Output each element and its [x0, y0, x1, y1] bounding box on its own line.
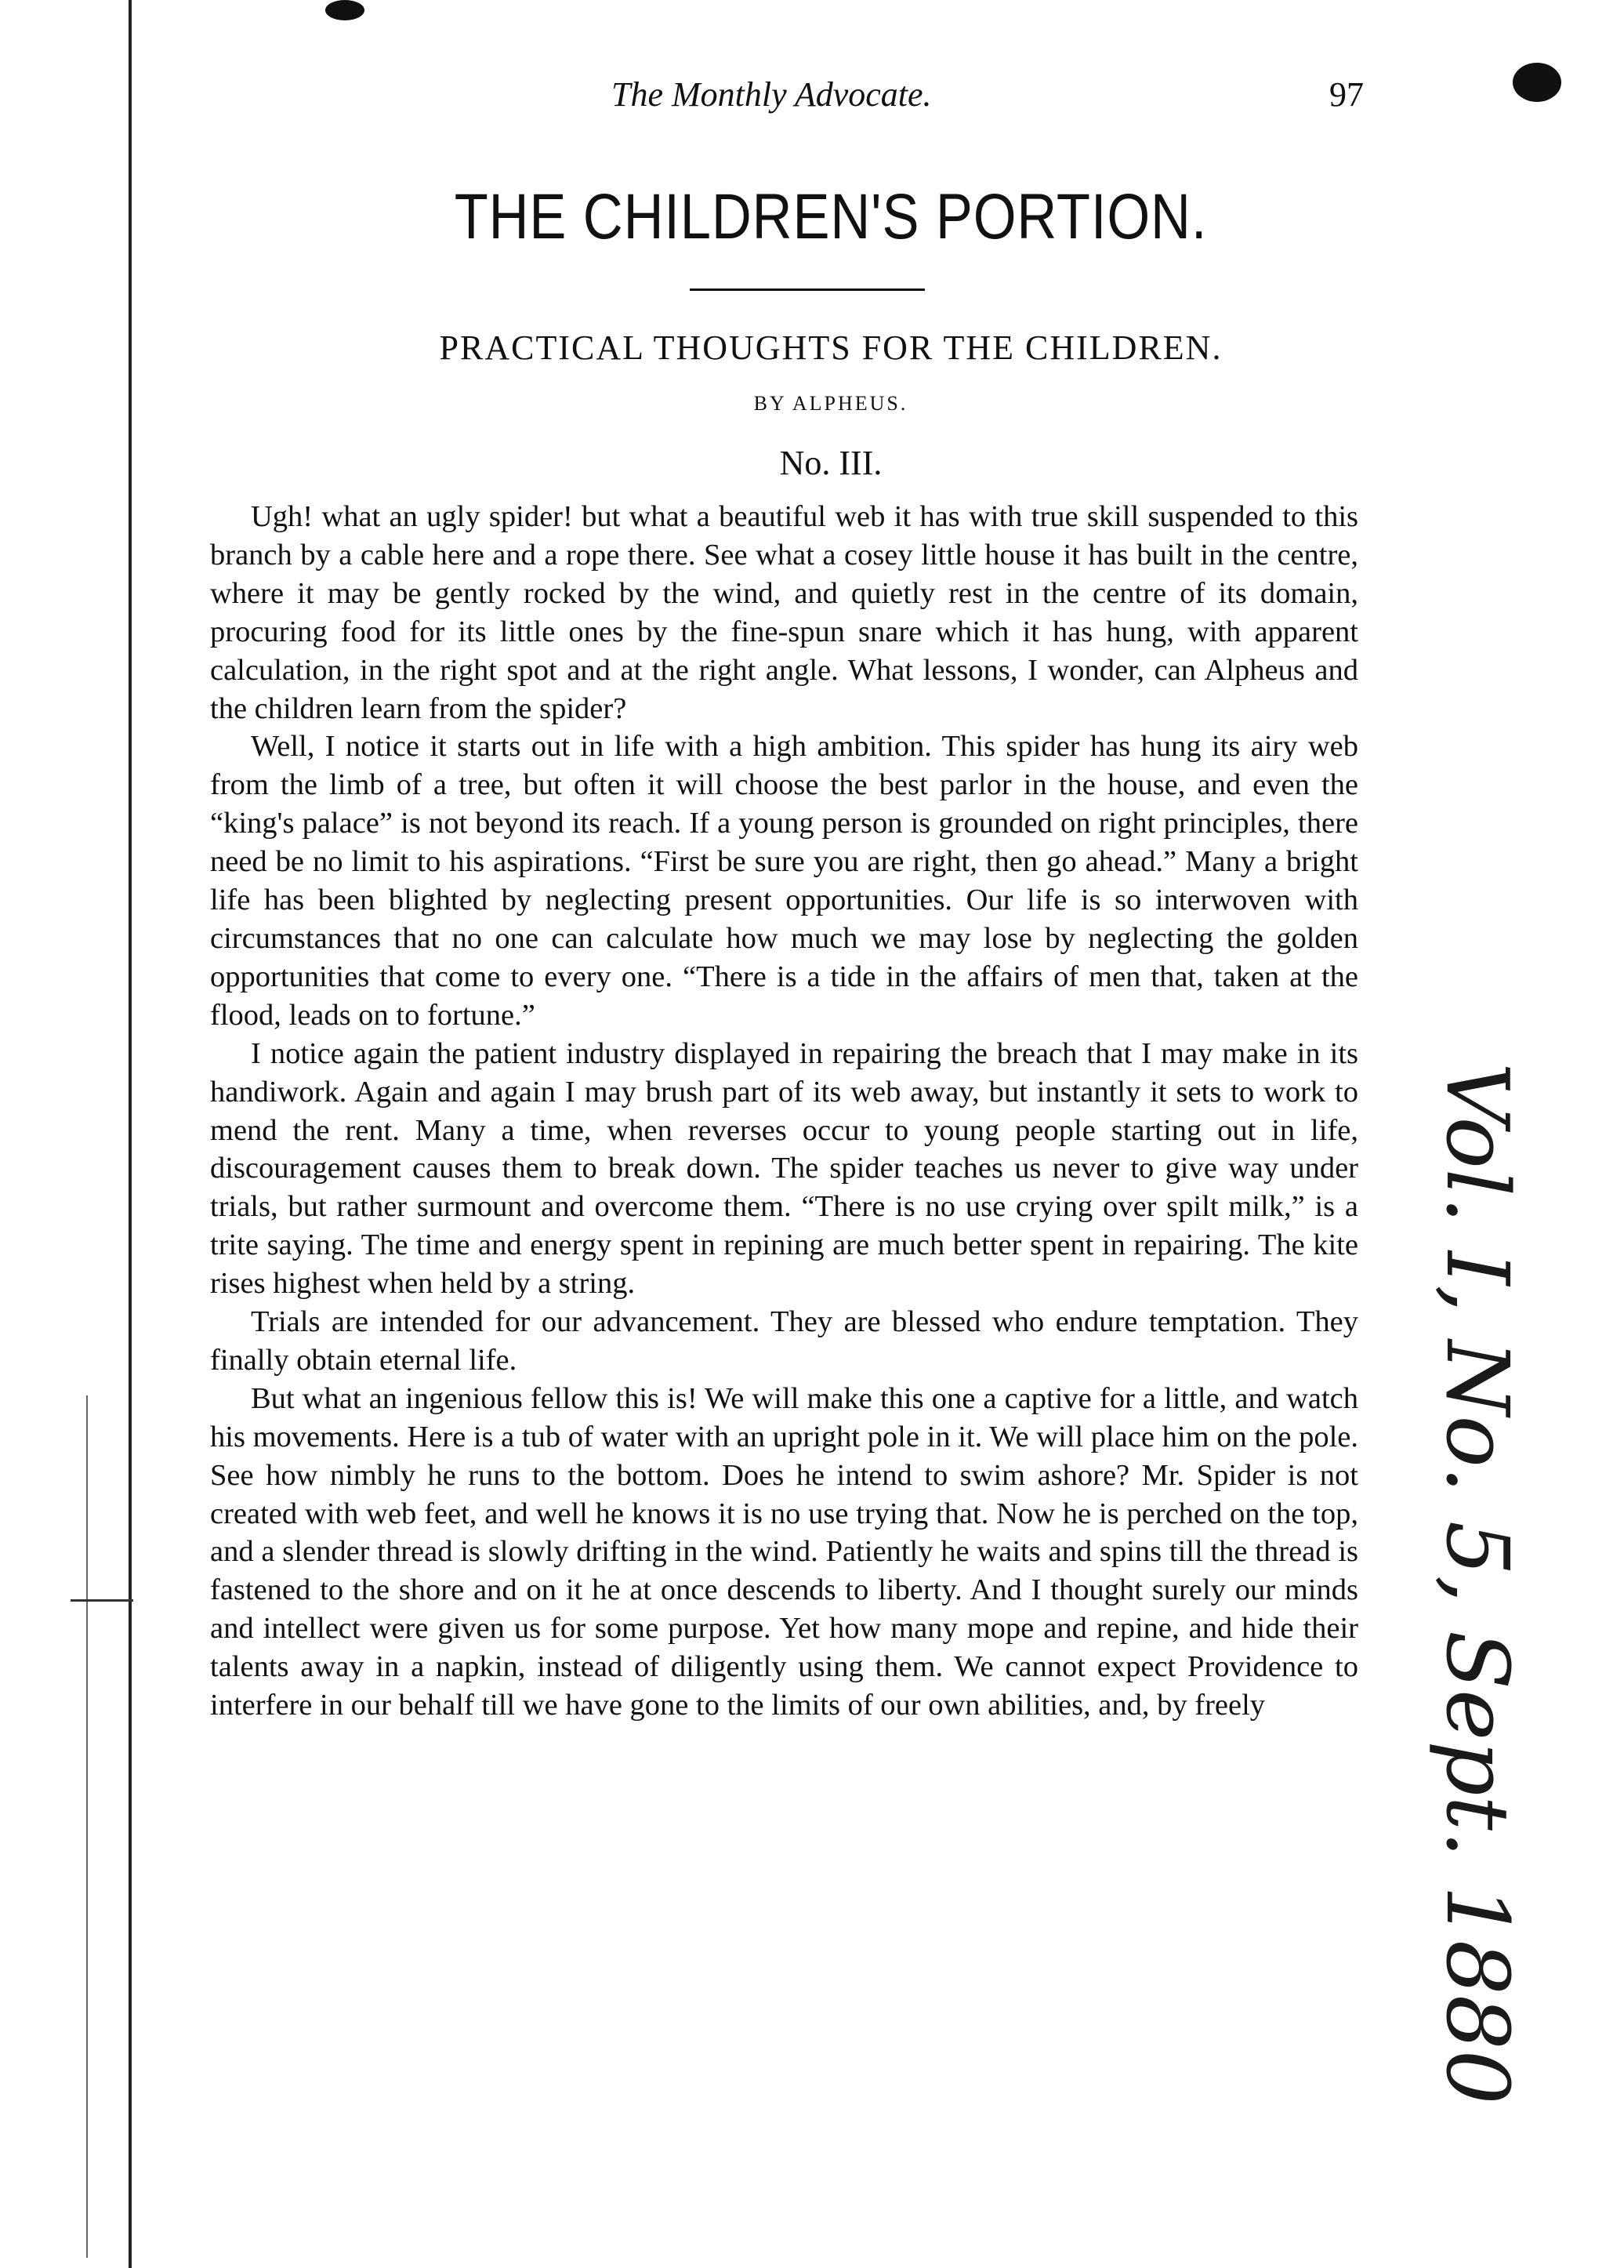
- title-rule: [690, 288, 925, 291]
- paragraph: Trials are intended for our advancement. They are blessed who endure temptation. They finally obtain eternal life.: [210, 1305, 1358, 1377]
- article-byline: BY ALPHEUS.: [753, 392, 908, 415]
- ink-blot-corner: [1513, 63, 1561, 102]
- journal-title: The Monthly Advocate.: [611, 75, 932, 114]
- paragraph: But what an ingenious fellow this is! We will make this one a captive for a little, and watch his movements. Here is a tub of water with an upright pole in it. We will place him on the pole. See how nimbly he runs to the bottom. Does he intend to swim ashore? Mr. Spider is not created with web feet, and well he knows it is no use trying that. Now he is perched on the top, and a slender thread is slowly drifting in the wind. Patiently he waits and spins till the thread is fastened to the shore and on it he at once descends to liberty. And I thought surely our minds and intellect were given us for some purpose. Yet how many mope and repine, and hide their talents away in a napkin, instead of diligently using them. We cannot expect Providence to interfere in our behalf till we have gone to the limits of our own abilities, and, by freely: [210, 1381, 1358, 1722]
- running-header: [611, 74, 1364, 114]
- article-body: [210, 498, 1358, 1725]
- margin-note-text: Vol. I, No. 5, Sept. 1880: [1427, 1062, 1528, 2105]
- article-number: No. III.: [779, 444, 883, 482]
- handwritten-margin-note: [1419, 1062, 1536, 2105]
- page-number: 97: [1329, 75, 1364, 114]
- binding-shadow-line: [86, 1395, 88, 2258]
- ink-blot-top: [325, 0, 364, 20]
- article-title: PRACTICAL THOUGHTS FOR THE CHILDREN.: [439, 328, 1223, 367]
- paragraph: I notice again the patient industry displayed in repairing the breach that I may make in its handiwork. Again and again I may brush part of its web away, but instantly it sets to work to mend the rent. Many a time, when reverses occur to young people starting out in life, discouragement causes them to break down. The spider teaches us never to give way under trials, but rather surmount and overcome them. “There is no use crying over spilt milk,” is a trite saying. The time and energy spent in repining are much better spent in repairing. The kite rises highest when held by a string.: [210, 1036, 1358, 1301]
- paragraph: Ugh! what an ugly spider! but what a beautiful web it has with true skill suspended to this branch by a cable here and a rope there. See what a cosey little house it has built in the centre, where it may be gently rocked by the wind, and quietly rest in the centre of its domain, procuring food for its little ones by the fine-spun snare which it has hung, with apparent calculation, in the right spot and at the right angle. What lessons, I wonder, can Alpheus and the children learn from the spider?: [210, 500, 1358, 725]
- section-title: THE CHILDREN'S PORTION.: [454, 181, 1208, 252]
- binding-line: [129, 0, 132, 2268]
- paragraph: Well, I notice it starts out in life with a high ambition. This spider has hung its airy web from the limb of a tree, but often it will choose the best parlor in the house, and even the “king's palace” is not beyond its reach. If a young person is grounded on right principles, there need be no limit to his aspirations. “First be sure you are right, then go ahead.” Many a bright life has been blighted by neglecting present opportunities. Our life is so interwoven with circumstances that no one can calculate how much we may lose by neglecting the golden opportunities that come to every one. “There is a tide in the affairs of men that, taken at the flood, leads on to fortune.”: [210, 730, 1358, 1032]
- binding-mark: [71, 1599, 133, 1602]
- page-binding-edge: [0, 0, 133, 2268]
